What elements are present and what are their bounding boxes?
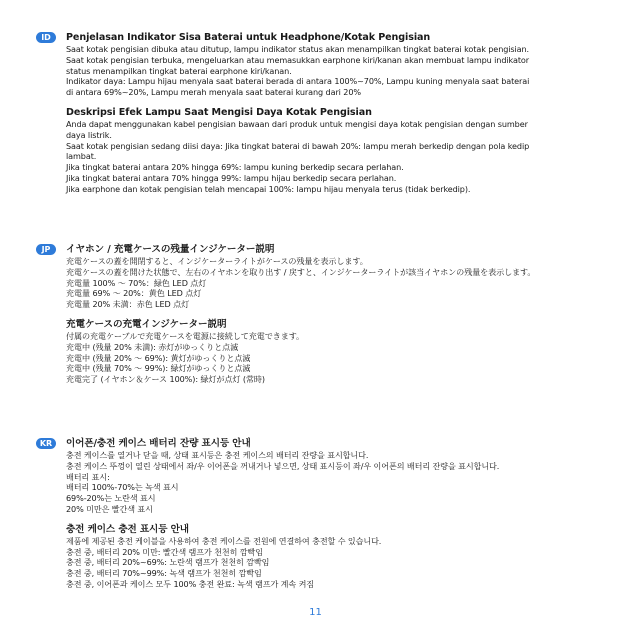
section-content <box>66 32 606 195</box>
body-line: lambat. <box>66 151 97 162</box>
body-line: 충전 중, 배터리 20%~69%: 노란색 램프가 천천히 깜빡임 <box>66 557 270 568</box>
body-line: 충전 케이스 뚜껑이 열린 상태에서 좌/우 이어폰을 꺼내거나 넣으면, 상태 표시등이 좌/우 이어폰의 배터리 잔량을 표시합니다. <box>66 460 500 471</box>
body-line: daya listrik. <box>66 129 112 140</box>
section-heading: 充電ケースの充電インジケーター説明 <box>66 318 227 330</box>
language-badge-id: ID <box>36 32 56 43</box>
section-heading: Penjelasan Indikator Sisa Baterai untuk Headphone/Kotak Pengisian <box>66 32 431 43</box>
body-line: 付属の充電ケーブルで充電ケースを電源に接続して充電できます。 <box>66 330 305 341</box>
body-line: 充電完了 (イヤホン＆ケース 100%): 緑灯が点灯 (常時) <box>66 374 265 385</box>
section-heading: 이어폰/충전 케이스 배터리 잔량 표시등 안내 <box>66 438 251 449</box>
section-content <box>66 438 606 590</box>
body-line: 충전 케이스를 열거나 닫을 때, 상태 표시등은 충전 케이스의 배터리 잔량을 표시합니다. <box>66 450 369 460</box>
body-line: 충전 중, 배터리 70%~99%: 녹색 램프가 천천히 깜빡임 <box>66 568 262 579</box>
section-content <box>66 244 606 385</box>
language-badge-jp: JP <box>36 244 56 255</box>
body-line: 充電ケースの蓋を開けた状態で、左右のイヤホンを取り出す / 戻すと、インジケーターライトが該当イヤホンの残量を表示します。 <box>66 266 536 277</box>
body-line: Anda dapat menggunakan kabel pengisian bawaan dari produk untuk mengisi daya kotak pengisian dengan sumber <box>66 118 528 129</box>
body-line: Saat kotak pengisian sedang diisi daya: Jika tingkat baterai di bawah 20%: lampu merah berkedip dengan pola kedip <box>66 140 530 151</box>
body-line: 69%-20%는 노란색 표시 <box>66 493 156 504</box>
body-line: 배터리 표시: <box>66 471 110 482</box>
body-line: di antara 69%~20%, Lampu merah menyala saat baterai kurang dari 20% <box>66 87 361 98</box>
body-line: 充電量 69% ～ 20%：黄色 LED 点灯 <box>66 288 202 299</box>
body-line: Jika earphone dan kotak pengisian telah mencapai 100%: lampu hijau menyala terus (tidak berkedip). <box>66 183 471 194</box>
body-line: Saat kotak pengisian terbuka, mengeluarkan atau memasukkan earphone kiri/kanan akan membuat lampu indikator <box>66 54 529 65</box>
body-line: 제품에 제공된 충전 케이블을 사용하여 충전 케이스를 전원에 연결하여 충전할 수 있습니다. <box>66 535 382 546</box>
body-line: 충전 중, 이어폰과 케이스 모두 100% 충전 완료: 녹색 램프가 계속 켜짐 <box>66 578 315 589</box>
body-line: Jika tingkat baterai antara 20% hingga 69%: lampu kuning berkedip secara perlahan. <box>66 162 404 173</box>
body-line: status menampilkan tingkat baterai earphone kiri/kanan. <box>66 65 292 76</box>
body-line: 充電量 100% ～ 70%：緑色 LED 点灯 <box>66 277 207 288</box>
language-badge-kr: KR <box>36 438 56 449</box>
body-line: 充電中 (残量 70% ～ 99%): 緑灯がゆっくりと点滅 <box>66 363 251 374</box>
body-line: 충전 중, 배터리 20% 미만: 빨간색 램프가 천천히 깜빡임 <box>66 546 263 557</box>
page-number: 11 <box>309 607 322 618</box>
body-line: 充電中 (残量 20% 未満): 赤灯がゆっくりと点滅 <box>66 341 239 352</box>
body-line: 充電中 (残量 20% ～ 69%): 黄灯がゆっくりと点滅 <box>66 352 251 363</box>
body-line: 充電ケースの蓋を開閉すると、インジケーターライトがケースの残量を表示します。 <box>66 256 368 266</box>
section-heading: Deskripsi Efek Lampu Saat Mengisi Daya Kotak Pengisian <box>66 106 372 118</box>
body-line: Jika tingkat baterai antara 70% hingga 99%: lampu hijau berkedip secara perlahan. <box>66 172 397 183</box>
body-line: 充電量 20% 未満：赤色 LED 点灯 <box>66 299 190 310</box>
body-line: 20% 미만은 빨간색 표시 <box>66 503 153 514</box>
section-heading: 충전 케이스 충전 표시등 안내 <box>66 523 189 535</box>
body-line: Saat kotak pengisian dibuka atau ditutup, lampu indikator status akan menampilkan tingkat baterai kotak pengisian. <box>66 44 530 54</box>
body-line: 배터리 100%-70%는 녹색 표시 <box>66 482 179 493</box>
section-heading: イヤホン / 充電ケースの残量インジケーター説明 <box>66 244 275 255</box>
body-line: Indikator daya: Lampu hijau menyala saat baterai berada di antara 100%~70%, Lampu kuning menyala saat baterai <box>66 76 530 87</box>
